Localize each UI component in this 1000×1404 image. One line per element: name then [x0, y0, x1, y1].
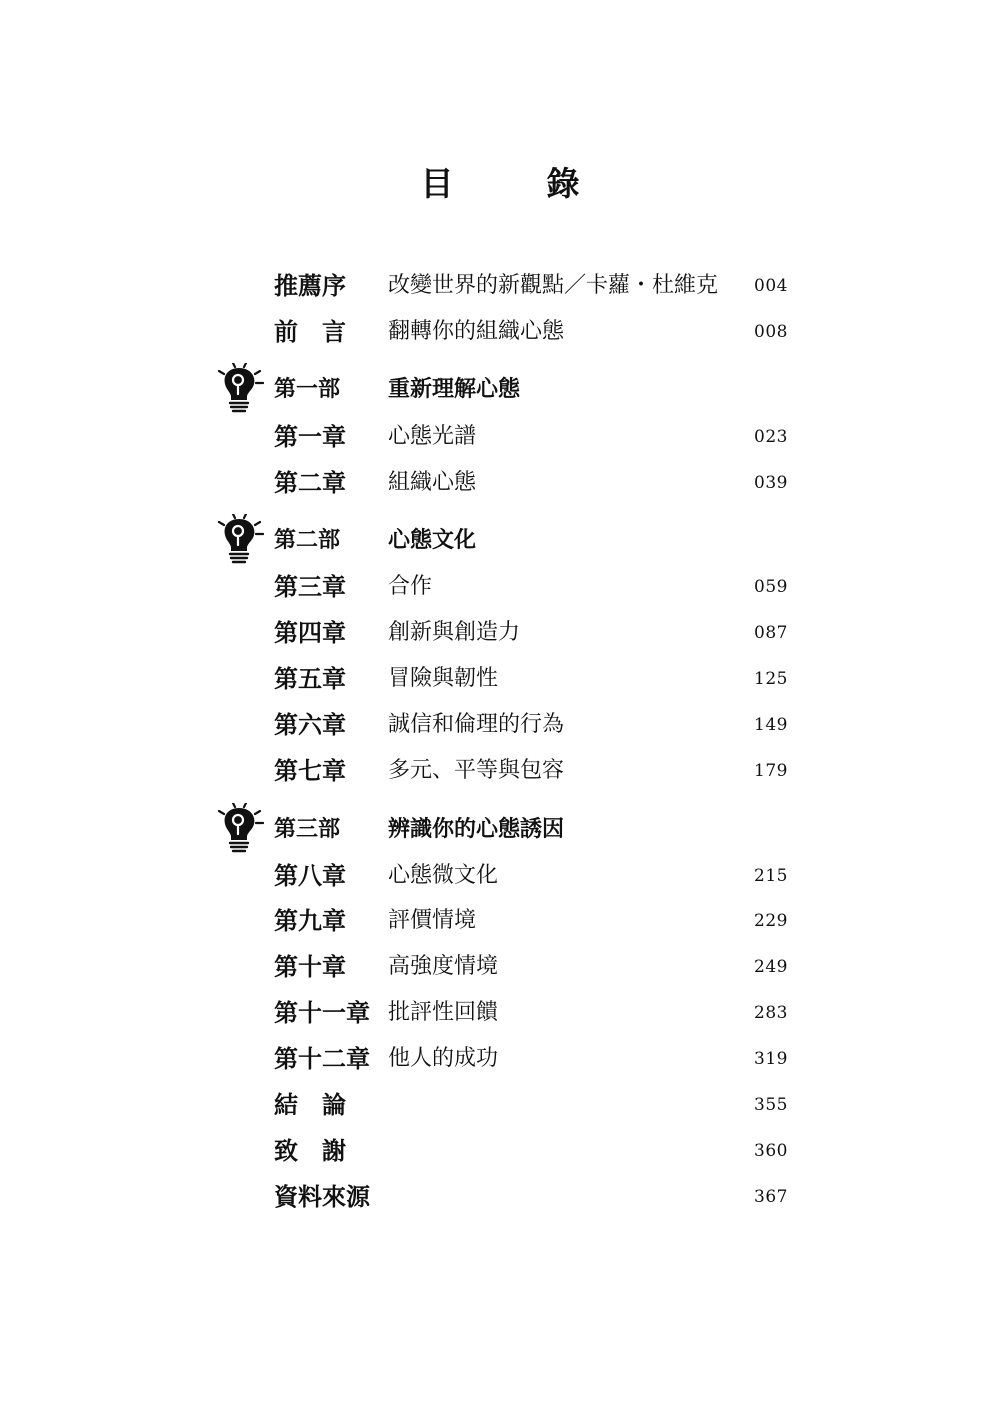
- toc-entry-chapter-10[interactable]: [0, 950, 1000, 984]
- entry-page: 004: [754, 276, 788, 296]
- entry-page: 319: [754, 1049, 788, 1069]
- entry-label: 第三章: [274, 572, 346, 601]
- entry-label: 資料來源: [274, 1182, 370, 1211]
- toc-part-1[interactable]: [0, 373, 1000, 407]
- entry-label: 第十章: [274, 952, 346, 981]
- entry-label: 第六章: [274, 710, 346, 739]
- entry-title: 評價情境: [388, 908, 477, 933]
- entry-page: 355: [754, 1095, 788, 1115]
- entry-page: 229: [754, 911, 788, 931]
- page-title: 目 錄: [420, 164, 610, 203]
- entry-label: 第十一章: [274, 998, 370, 1027]
- toc-entry-chapter-3[interactable]: [0, 570, 1000, 604]
- entry-label: 第八章: [274, 861, 346, 890]
- entry-label: 第二章: [274, 468, 346, 497]
- toc-part-3[interactable]: [0, 813, 1000, 847]
- entry-title: 合作: [388, 574, 433, 599]
- toc-entry-sources[interactable]: [0, 1180, 1000, 1214]
- entry-title: 改變世界的新觀點／卡蘿・杜維克: [388, 273, 719, 298]
- lightbulb-icon: [218, 363, 264, 415]
- toc-entry-chapter-11[interactable]: [0, 996, 1000, 1030]
- entry-title: 誠信和倫理的行為: [388, 712, 565, 737]
- entry-page: 149: [754, 715, 788, 735]
- toc-part-2[interactable]: [0, 524, 1000, 558]
- toc-entry-chapter-12[interactable]: [0, 1042, 1000, 1076]
- toc-entry-chapter-4[interactable]: [0, 616, 1000, 650]
- entry-title: 組織心態: [388, 470, 477, 495]
- entry-page: 087: [754, 623, 788, 643]
- entry-label: 推薦序: [274, 271, 346, 300]
- entry-label: 前 言: [274, 317, 346, 346]
- toc-entry-chapter-8[interactable]: [0, 859, 1000, 893]
- entry-label: 第五章: [274, 664, 346, 693]
- toc-entry-conclusion[interactable]: [0, 1088, 1000, 1122]
- entry-page: 059: [754, 577, 788, 597]
- toc-entry-chapter-5[interactable]: [0, 662, 1000, 696]
- entry-label: 第九章: [274, 906, 346, 935]
- part-label: 第三部: [274, 817, 341, 842]
- toc-entry-chapter-1[interactable]: [0, 420, 1000, 454]
- entry-page: 283: [754, 1003, 788, 1023]
- entry-title: 他人的成功: [388, 1046, 499, 1071]
- toc-entry-chapter-2[interactable]: [0, 466, 1000, 500]
- part-label: 第一部: [274, 377, 341, 402]
- entry-page: 367: [754, 1187, 788, 1207]
- entry-title: 翻轉你的組織心態: [388, 319, 565, 344]
- part-title: 心態文化: [388, 528, 477, 553]
- entry-label: 致 謝: [274, 1136, 346, 1165]
- entry-page: 215: [754, 866, 788, 886]
- toc-entry-chapter-9[interactable]: [0, 904, 1000, 938]
- toc-entry-chapter-6[interactable]: [0, 708, 1000, 742]
- part-title: 重新理解心態: [388, 377, 521, 402]
- toc-entry-preface[interactable]: [0, 269, 1000, 303]
- entry-page: 179: [754, 761, 788, 781]
- entry-page: 039: [754, 473, 788, 493]
- entry-page: 249: [754, 957, 788, 977]
- entry-title: 心態光譜: [388, 424, 477, 449]
- entry-label: 結 論: [274, 1090, 346, 1119]
- entry-page: 360: [754, 1141, 788, 1161]
- toc-entry-chapter-7[interactable]: [0, 754, 1000, 788]
- lightbulb-icon: [218, 803, 264, 855]
- entry-label: 第一章: [274, 422, 346, 451]
- part-label: 第二部: [274, 528, 341, 553]
- entry-label: 第十二章: [274, 1044, 370, 1073]
- entry-page: 023: [754, 427, 788, 447]
- entry-label: 第四章: [274, 618, 346, 647]
- entry-title: 多元、平等與包容: [388, 758, 565, 783]
- lightbulb-icon: [218, 514, 264, 566]
- entry-title: 冒險與韌性: [388, 666, 499, 691]
- entry-page: 125: [754, 669, 788, 689]
- entry-title: 創新與創造力: [388, 620, 521, 645]
- entry-title: 高強度情境: [388, 954, 499, 979]
- entry-page: 008: [754, 322, 788, 342]
- entry-title: 批評性回饋: [388, 1000, 499, 1025]
- entry-label: 第七章: [274, 756, 346, 785]
- part-title: 辨識你的心態誘因: [388, 817, 565, 842]
- toc-entry-acknowledgements[interactable]: [0, 1134, 1000, 1168]
- toc-entry-foreword[interactable]: [0, 315, 1000, 349]
- entry-title: 心態微文化: [388, 863, 499, 888]
